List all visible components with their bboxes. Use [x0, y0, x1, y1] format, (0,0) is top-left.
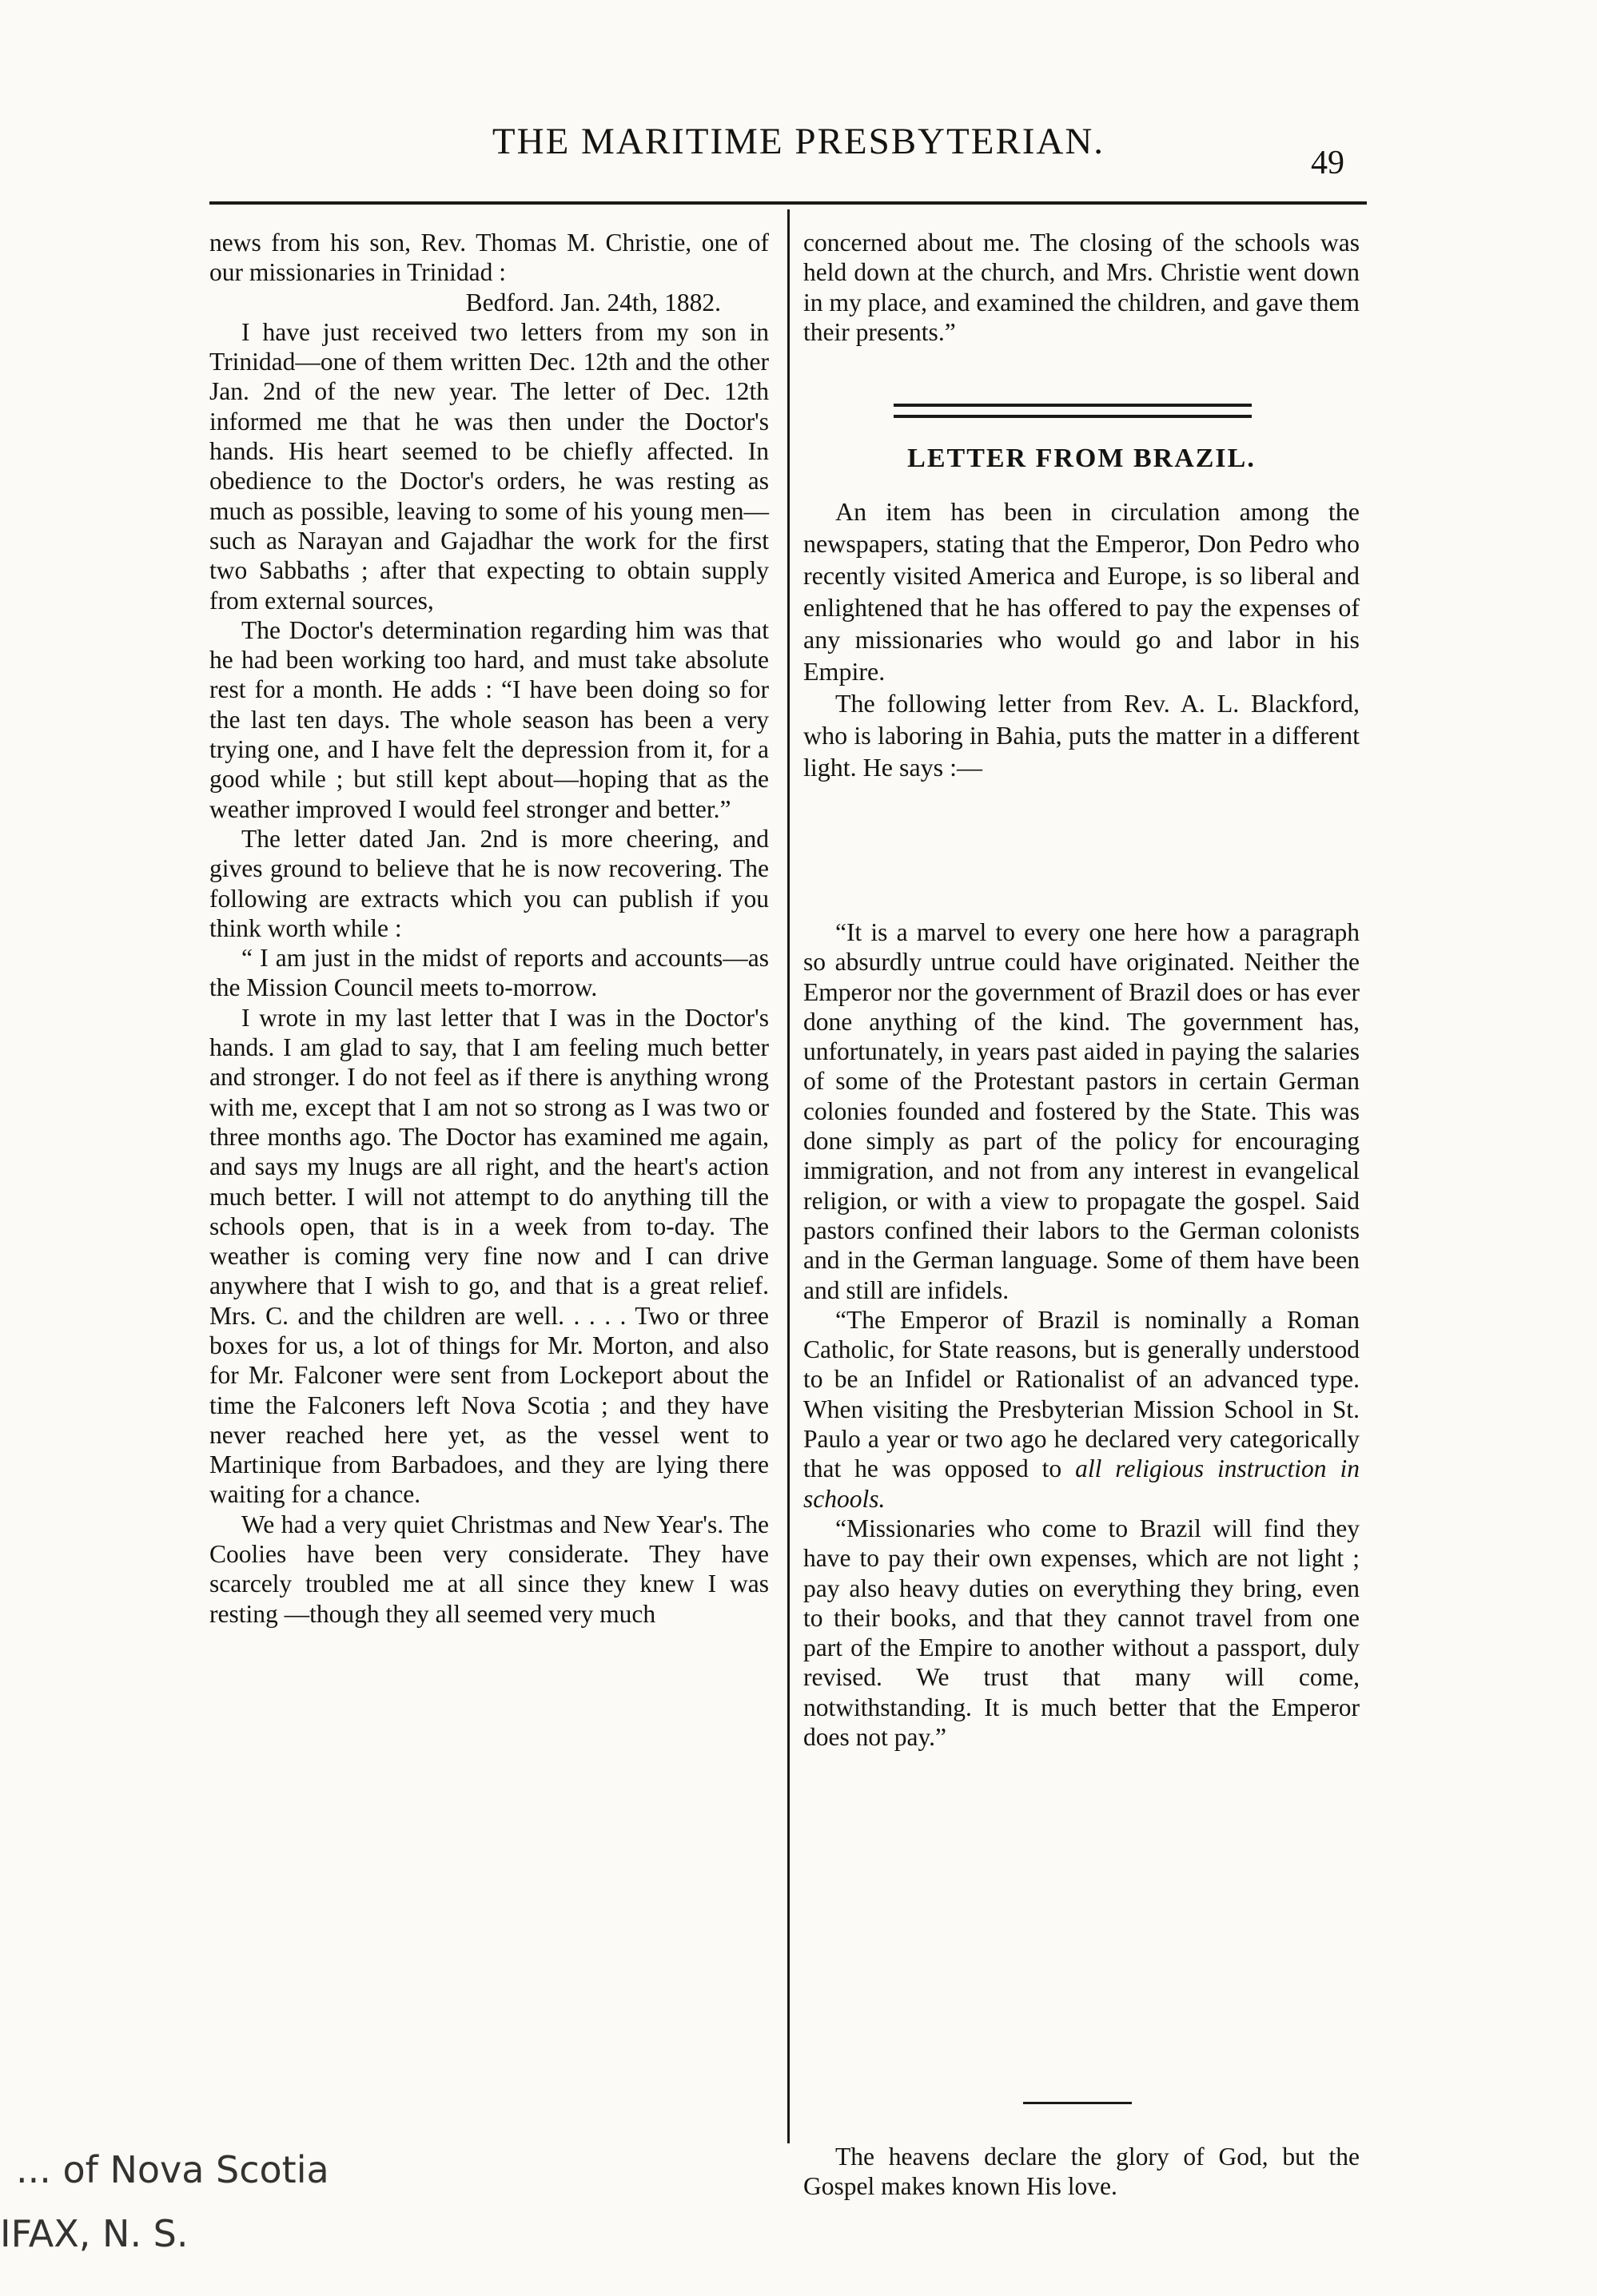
section-title: LETTER FROM BRAZIL. [907, 444, 1256, 473]
left-column [209, 228, 769, 1629]
left-paragraph: We had a very quiet Christmas and New Year's. The Coolies have been very considerate. They have scarcely troubled me at all since they knew I was resting —though they all seemed very much [209, 1510, 769, 1628]
left-paragraph: I have just received two letters from my son in Trinidad—one of them written Dec. 12th and the other Jan. 2nd of the new year. The letter of Dec. 12th informed me that he was then under the Doctor's hands. His heart seemed to be chiefly affected. In obedience to the Doctor's orders, he was resting as much as possible, leaving to some of his young men—such as Narayan and Gajadhar the work for the first two Sabbaths ; after that expecting to obtain supply from external sources, [209, 317, 769, 615]
letter-paragraph: “It is a marvel to every one here how a paragraph so absurdly untrue could have originated. Neither the Emperor nor the government of Brazil does or has ever done anything of the kind. The government has, unfortunately, in years past aided in paying the salaries of some of the Protestant pastors in certain German colonies founded and fostered by the State. This was done simply as part of the policy for encouraging immigration, and not from any interest in evangelical religion, or with a view to propagate the gospel. Said pastors confined their labors to the German colonists and in the German language. Some of them have been and still are infidels. [803, 918, 1360, 1304]
left-paragraph: “ I am just in the midst of reports and accounts—as the Mission Council meets to-morrow. [209, 944, 769, 1002]
intro-paragraph: An item has been in circulation among the newspapers, stating that the Emperor, Don Pedro who recently visited America and Europe, is so liberal and enlightened that he has offered to pay the expenses of any missionaries who would go and labor in his Empire. [803, 497, 1360, 686]
left-paragraph: I wrote in my last letter that I was in the Doctor's hands. I am glad to say, that I am feeling much better and stronger. I do not feel as if there is anything wrong with me, except that I am not so strong as I was two or three months ago. The Doctor has examined me again, and says my lnugs are all right, and the heart's action much better. I will not attempt to do anything till the schools open, that is in a week from to-day. The weather is coming very fine now and I can drive anywhere that I wish to go, and that is a great relief. Mrs. C. and the children are well. . . . . Two or three boxes for us, a lot of things for Mr. Morton, and also for Mr. Falconer were sent from Lockeport about the time the Falconers left Nova Scotia ; and they have never reached here yet, as the vessel went to Martinique from Barbadoes, and they are lying there waiting for a chance. [209, 1003, 769, 1509]
letter-paragraph: “Missionaries who come to Brazil will find they have to pay their own expenses, which are not light ; pay also heavy duties on everything they bring, even to their books, and that they cannot travel from one part of the Empire to another without a passport, duly revised. We trust that many will come, notwithstanding. It is much better that the Emperor does not pay.” [803, 1514, 1360, 1752]
brazil-letter [803, 917, 1360, 1752]
left-paragraph: The letter dated Jan. 2nd is more cheering, and gives ground to believe that he is now recovering. The following are extracts which you can publish if you think worth while : [209, 824, 769, 942]
library-stamp-line2: IFAX, N. S. [0, 2212, 189, 2255]
dateline: Bedford. Jan. 24th, 1882. [465, 288, 721, 316]
closing-short-rule [1023, 2102, 1132, 2104]
letter-paragraph: “The Emperor of Brazil is nominally a Roman Catholic, for State reasons, but is generally understood to be an Infidel or Rationalist of an advanced type. When visiting the Presbyterian Mission School in St. Paulo a year or two ago he declared very categorically that he was opposed to all religious instruction in schools. [803, 1305, 1360, 1513]
italic-emphasis: all religious instruction in schools. [803, 1454, 1360, 1513]
section-double-rule [894, 404, 1252, 418]
continuation-paragraph: concerned about me. The closing of the schools was held down at the church, and Mrs. Christie went down in my place, and examined the children, and gave them their presents.” [803, 229, 1360, 346]
header-rule [209, 201, 1367, 205]
page-number: 49 [1311, 145, 1344, 181]
column-divider [787, 209, 790, 2143]
closing-quote [803, 2142, 1360, 2202]
left-paragraph: news from his son, Rev. Thomas M. Christie, one of our missionaries in Trinidad : [209, 229, 769, 287]
right-column-continuation [803, 228, 1360, 347]
left-paragraph: The Doctor's determination regarding him was that he had been working too hard, and must take absolute rest for a month. He adds : “I have been doing so for the last ten days. The whole season has been a very trying one, and I have felt the depression from it, for a good while ; but still kept about—hoping that as the weather improved I would feel stronger and better.” [209, 615, 769, 823]
closing-quote-text: The heavens declare the glory of God, but the Gospel makes known His love. [803, 2143, 1360, 2201]
page-header-title: THE MARITIME PRESBYTERIAN. [492, 121, 1105, 162]
intro-paragraph: The following letter from Rev. A. L. Blackford, who is laboring in Bahia, puts the matter in a different light. He says :— [803, 689, 1360, 782]
library-stamp-line1: ... of Nova Scotia [16, 2148, 329, 2191]
brazil-intro [803, 495, 1360, 783]
